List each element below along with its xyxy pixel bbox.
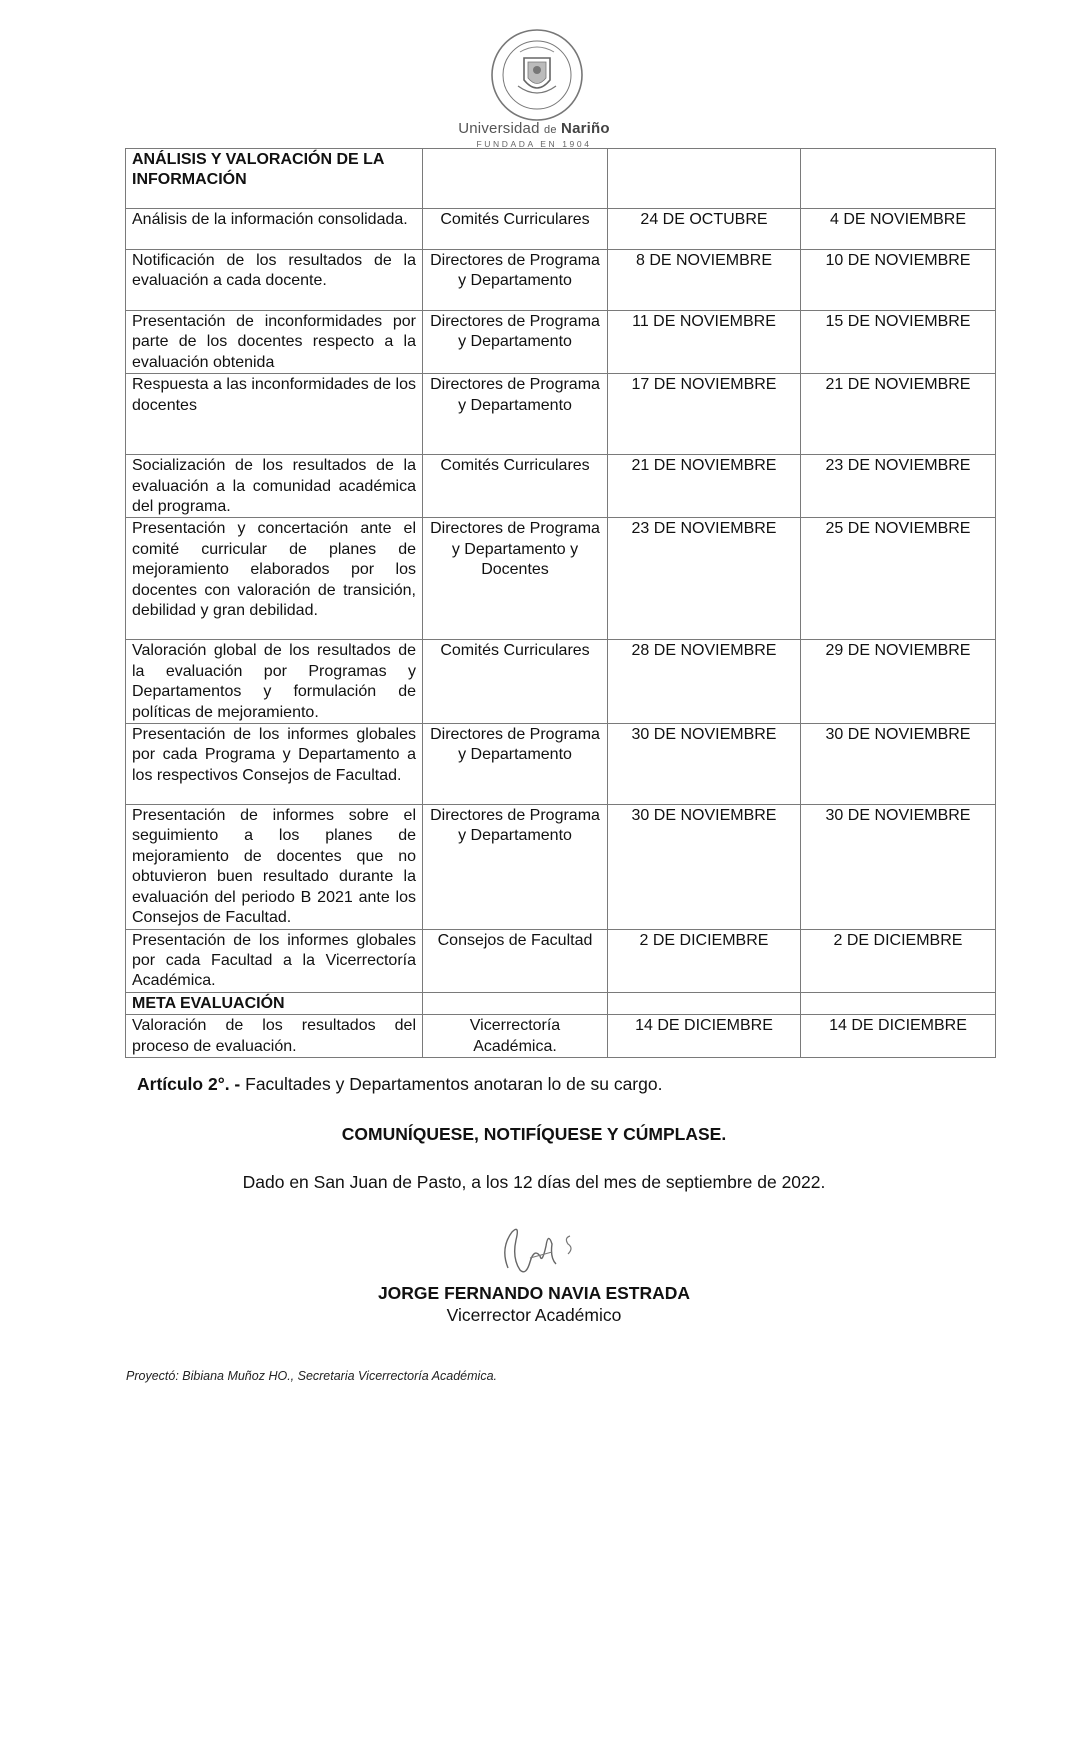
table-row: [126, 929, 996, 992]
start-date-cell: [608, 149, 801, 209]
start-date-cell: 28 DE NOVIEMBRE: [608, 640, 801, 724]
responsible-cell: [423, 992, 608, 1014]
start-date-cell: 21 DE NOVIEMBRE: [608, 455, 801, 518]
responsible-cell: Comités Curriculares: [423, 209, 608, 250]
university-name: Universidad de Nariño: [458, 120, 610, 137]
signer-title: Vicerrector Académico: [446, 1305, 622, 1325]
section-title-cell: META EVALUACIÓN: [126, 992, 423, 1014]
schedule-table-body: [126, 149, 996, 1058]
table-row: [126, 518, 996, 640]
responsible-cell: Directores de Programa y Departamento: [423, 311, 608, 374]
article-label: Artículo 2°. -: [137, 1074, 241, 1094]
activity-cell: Presentación de informes sobre el seguimiento a los planes de mejoramiento de docentes que no obtuvieron buen resultado durante la evaluación del periodo B 2021 ante los Consejos de Facultad.: [126, 805, 423, 929]
end-date-cell: 25 DE NOVIEMBRE: [801, 518, 996, 640]
table-row: [126, 640, 996, 724]
responsible-cell: Comités Curriculares: [423, 640, 608, 724]
activity-cell: Presentación y concertación ante el comité curricular de planes de mejoramiento elaborados por los docentes con valoración de transición, debilidad y gran debilidad.: [126, 518, 423, 640]
end-date-cell: [801, 149, 996, 209]
end-date-cell: 10 DE NOVIEMBRE: [801, 250, 996, 311]
table-row: [126, 250, 996, 311]
end-date-cell: [801, 992, 996, 1014]
table-row: [126, 374, 996, 455]
start-date-cell: 23 DE NOVIEMBRE: [608, 518, 801, 640]
responsible-cell: Consejos de Facultad: [423, 929, 608, 992]
responsible-cell: Directores de Programa y Departamento y Docentes: [423, 518, 608, 640]
activity-cell: Socialización de los resultados de la evaluación a la comunidad académica del programa.: [126, 455, 423, 518]
end-date-cell: 4 DE NOVIEMBRE: [801, 209, 996, 250]
activity-cell: Valoración global de los resultados de la evaluación por Programas y Departamentos y formulación de políticas de mejoramiento.: [126, 640, 423, 724]
end-date-cell: 29 DE NOVIEMBRE: [801, 640, 996, 724]
start-date-cell: 30 DE NOVIEMBRE: [608, 805, 801, 929]
article-text: Facultades y Departamentos anotaran lo de su cargo.: [240, 1074, 663, 1094]
end-date-cell: 15 DE NOVIEMBRE: [801, 311, 996, 374]
activity-cell: Respuesta a las inconformidades de los docentes: [126, 374, 423, 455]
start-date-cell: [608, 992, 801, 1014]
end-date-cell: 23 DE NOVIEMBRE: [801, 455, 996, 518]
start-date-cell: 30 DE NOVIEMBRE: [608, 724, 801, 805]
activity-cell: Presentación de inconformidades por parte de los docentes respecto a la evaluación obtenida: [126, 311, 423, 374]
activity-cell: Valoración de los resultados del proceso de evaluación.: [126, 1015, 423, 1058]
start-date-cell: 17 DE NOVIEMBRE: [608, 374, 801, 455]
closing-statement: COMUNÍQUESE, NOTIFÍQUESE Y CÚMPLASE.: [341, 1124, 727, 1144]
end-date-cell: 30 DE NOVIEMBRE: [801, 724, 996, 805]
responsible-cell: Directores de Programa y Departamento: [423, 250, 608, 311]
table-row: [126, 1015, 996, 1058]
start-date-cell: 2 DE DICIEMBRE: [608, 929, 801, 992]
schedule-table: [125, 148, 996, 1058]
table-row: [126, 311, 996, 374]
activity-cell: Análisis de la información consolidada.: [126, 209, 423, 250]
start-date-cell: 8 DE NOVIEMBRE: [608, 250, 801, 311]
start-date-cell: 14 DE DICIEMBRE: [608, 1015, 801, 1058]
start-date-cell: 11 DE NOVIEMBRE: [608, 311, 801, 374]
table-row: [126, 455, 996, 518]
responsible-cell: [423, 149, 608, 209]
responsible-cell: Directores de Programa y Departamento: [423, 374, 608, 455]
responsible-cell: Directores de Programa y Departamento: [423, 805, 608, 929]
table-row: [126, 209, 996, 250]
table-section-row: [126, 149, 996, 209]
table-section-row: [126, 992, 996, 1014]
given-date-statement: Dado en San Juan de Pasto, a los 12 días del mes de septiembre de 2022.: [242, 1172, 826, 1192]
responsible-cell: Comités Curriculares: [423, 455, 608, 518]
projected-by-note: Proyectó: Bibiana Muñoz HO., Secretaria Vicerrectoría Académica.: [126, 1369, 497, 1383]
activity-cell: Presentación de los informes globales por cada Programa y Departamento a los respectivos Consejos de Facultad.: [126, 724, 423, 805]
end-date-cell: 30 DE NOVIEMBRE: [801, 805, 996, 929]
responsible-cell: Directores de Programa y Departamento: [423, 724, 608, 805]
handwritten-signature: [490, 1218, 590, 1284]
end-date-cell: 21 DE NOVIEMBRE: [801, 374, 996, 455]
activity-cell: Presentación de los informes globales por cada Facultad a la Vicerrectoría Académica.: [126, 929, 423, 992]
section-title-cell: ANÁLISIS Y VALORACIÓN DE LA INFORMACIÓN: [126, 149, 423, 209]
end-date-cell: 14 DE DICIEMBRE: [801, 1015, 996, 1058]
table-row: [126, 805, 996, 929]
responsible-cell: Vicerrectoría Académica.: [423, 1015, 608, 1058]
start-date-cell: 24 DE OCTUBRE: [608, 209, 801, 250]
signer-name: JORGE FERNANDO NAVIA ESTRADA: [377, 1283, 691, 1303]
article-2: [137, 1074, 662, 1095]
table-row: [126, 724, 996, 805]
university-seal-logo: [490, 28, 584, 122]
university-founded: FUNDADA EN 1904: [476, 139, 592, 149]
activity-cell: Notificación de los resultados de la evaluación a cada docente.: [126, 250, 423, 311]
end-date-cell: 2 DE DICIEMBRE: [801, 929, 996, 992]
